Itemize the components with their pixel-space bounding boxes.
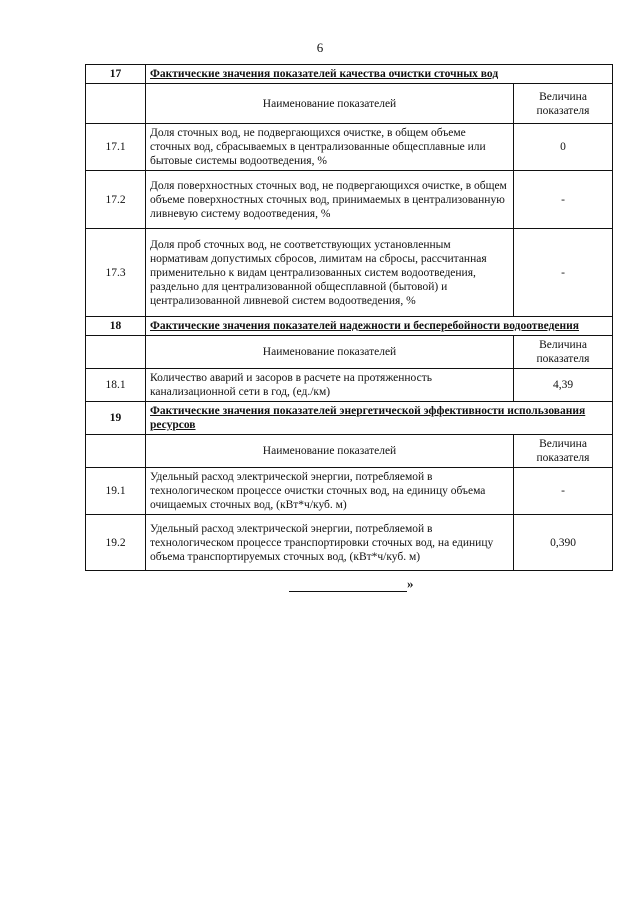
empty-cell (86, 84, 146, 124)
row-value: - (514, 171, 613, 229)
section-number: 17 (86, 65, 146, 84)
empty-cell (86, 336, 146, 369)
column-header-value: Величина показателя (514, 435, 613, 468)
column-header-row (86, 84, 613, 124)
row-id: 18.1 (86, 369, 146, 402)
row-value: 4,39 (514, 369, 613, 402)
table-row (86, 229, 613, 317)
row-name: Доля сточных вод, не подвергающихся очистке, в общем объеме сточных вод, сбрасываемых в централизованные общесплавные или бытовые системы водоотведения, % (146, 124, 514, 171)
section-header-row (86, 317, 613, 336)
table-row (86, 369, 613, 402)
section-title: Фактические значения показателей энергетической эффективности использования ресурсов (146, 402, 613, 435)
column-header-value: Величина показателя (514, 336, 613, 369)
row-id: 17.1 (86, 124, 146, 171)
section-number: 18 (86, 317, 146, 336)
table-row (86, 124, 613, 171)
column-header-name: Наименование показателей (146, 84, 514, 124)
closing-mark (289, 576, 414, 592)
row-name: Удельный расход электрической энергии, потребляемой в технологическом процессе очистки сточных вод, на единицу объема очищаемых сточных вод, (кВт*ч/куб. м) (146, 468, 514, 515)
row-value: - (514, 468, 613, 515)
column-header-row (86, 336, 613, 369)
table-row (86, 468, 613, 515)
row-id: 17.3 (86, 229, 146, 317)
row-value: 0 (514, 124, 613, 171)
row-name: Удельный расход электрической энергии, потребляемой в технологическом процессе транспортировки сточных вод, на единицу объема транспортируемых сточных вод, (кВт*ч/куб. м) (146, 515, 514, 571)
table-row (86, 515, 613, 571)
column-header-value: Величина показателя (514, 84, 613, 124)
closing-quote: » (407, 576, 414, 591)
section-title: Фактические значения показателей надежности и бесперебойности водоотведения (146, 317, 613, 336)
row-name: Доля проб сточных вод, не соответствующих установленным нормативам допустимых сбросов, лимитам на сбросы, рассчитанная применительно к видам централизованных систем водоотведения, раздельно для централизованной общесплавной (бытовой) и централизованной ливневой систем водоотведения, % (146, 229, 514, 317)
column-header-row (86, 435, 613, 468)
column-header-name: Наименование показателей (146, 435, 514, 468)
section-number: 19 (86, 402, 146, 435)
table-row (86, 171, 613, 229)
row-value: 0,390 (514, 515, 613, 571)
empty-cell (86, 435, 146, 468)
row-name: Доля поверхностных сточных вод, не подвергающихся очистке, в общем объеме поверхностных сточных вод, принимаемых в централизованную ливневую систему водоотведения, % (146, 171, 514, 229)
row-id: 19.2 (86, 515, 146, 571)
column-header-name: Наименование показателей (146, 336, 514, 369)
row-id: 17.2 (86, 171, 146, 229)
section-title: Фактические значения показателей качества очистки сточных вод (146, 65, 613, 84)
section-header-row (86, 402, 613, 435)
section-header-row (86, 65, 613, 84)
signature-line (289, 579, 407, 592)
page-number: 6 (316, 40, 324, 55)
row-value: - (514, 229, 613, 317)
row-id: 19.1 (86, 468, 146, 515)
row-name: Количество аварий и засоров в расчете на протяженность канализационной сети в год, (ед./км) (146, 369, 514, 402)
indicators-table (85, 64, 613, 571)
